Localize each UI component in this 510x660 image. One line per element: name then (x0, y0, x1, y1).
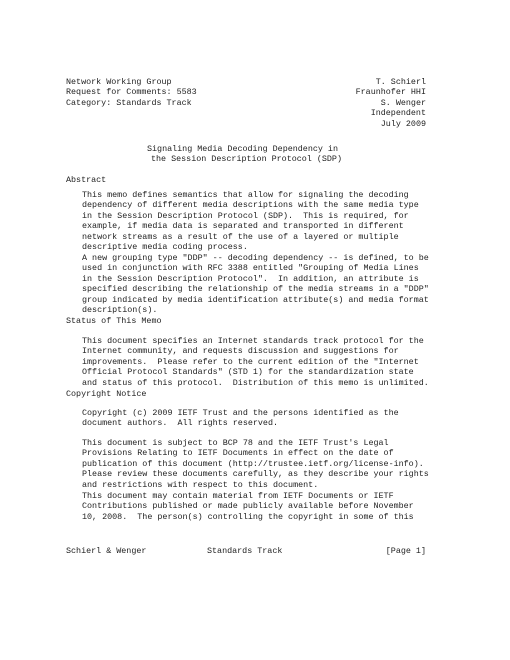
abstract-paragraph-1 (82, 190, 442, 252)
text-line: and restrictions with respect to this document. (82, 479, 319, 490)
status-paragraph-1 (82, 336, 442, 388)
text-line: and status of this protocol. Distribution of this memo is unlimited. (82, 377, 429, 388)
text-line: 10, 2008. The person(s) controlling the copyright in some of this (82, 511, 414, 522)
header-author-1: T. Schierl (375, 77, 426, 87)
copyright-paragraph-1 (82, 408, 442, 429)
footer-category: Standards Track (207, 546, 283, 556)
page-footer (0, 546, 510, 556)
text-line: This document is subject to BCP 78 and the IETF Trust's Legal (82, 438, 389, 448)
text-line: Official Protocol Standards" (STD 1) for the standardization state (82, 367, 414, 378)
text-line: used in conjunction with RFC 3388 entitled "Grouping of Media Lines (82, 263, 419, 274)
header-working-group: Network Working Group (66, 77, 172, 87)
text-line: This document may contain material from IETF Documents or IETF (82, 491, 394, 501)
header-affiliation-2: Independent (370, 108, 426, 119)
text-line: A new grouping type "DDP" -- decoding dependency -- is defined, to be (82, 253, 429, 263)
copyright-paragraph-3 (82, 491, 442, 522)
status-heading: Status of This Memo (66, 316, 162, 326)
abstract-paragraph-2 (82, 253, 442, 315)
header-affiliation-1: Fraunhofer HHI (355, 87, 426, 98)
title-line-2: the Session Description Protocol (SDP) (151, 154, 342, 165)
text-line: document authors. All rights reserved. (82, 418, 279, 429)
text-line: group indicated by media identification attribute(s) and media format (82, 294, 429, 305)
header-rfc-number: Request for Comments: 5583 (66, 87, 197, 98)
text-line: description(s). (82, 304, 158, 315)
header-date: July 2009 (380, 118, 426, 129)
header-category: Category: Standards Track (66, 97, 192, 108)
abstract-heading: Abstract (66, 175, 107, 185)
document-header (0, 77, 510, 129)
text-line: network streams as a result of the use of a layered or multiple (82, 231, 399, 242)
text-line: improvements. Please refer to the current edition of the "Internet (82, 356, 419, 367)
text-line: This document specifies an Internet standards track protocol for the (82, 336, 424, 346)
text-line: descriptive media coding process. (82, 241, 248, 252)
text-line: specified describing the relationship of the media streams in a "DDP" (82, 284, 429, 295)
text-line: Provisions Relating to IETF Documents in effect on the date of (82, 448, 394, 459)
text-line: Please review these documents carefully, as they describe your rights (82, 469, 429, 480)
footer-page-number: [Page 1] (385, 546, 426, 556)
text-line: in the Session Description Protocol". In addition, an attribute is (82, 273, 419, 284)
text-line: Internet community, and requests discussion and suggestions for (82, 346, 399, 357)
copyright-paragraph-2 (82, 438, 442, 490)
text-line: publication of this document (http://trustee.ietf.org/license-info). (82, 458, 424, 469)
footer-authors: Schierl & Wenger (66, 546, 147, 556)
text-line: example, if media data is separated and transported in different (82, 221, 404, 232)
text-line: Contributions published or made publicly available before November (82, 501, 414, 512)
title-line-1: Signaling Media Decoding Dependency in (147, 144, 338, 154)
text-line: in the Session Description Protocol (SDP). This is required, for (82, 210, 409, 221)
header-author-2: S. Wenger (380, 97, 426, 108)
text-line: This memo defines semantics that allow for signaling the decoding (82, 190, 409, 200)
document-title (0, 144, 510, 165)
text-line: dependency of different media descriptions with the same media type (82, 200, 419, 211)
text-line: Copyright (c) 2009 IETF Trust and the persons identified as the (82, 408, 399, 418)
copyright-heading: Copyright Notice (66, 389, 147, 399)
